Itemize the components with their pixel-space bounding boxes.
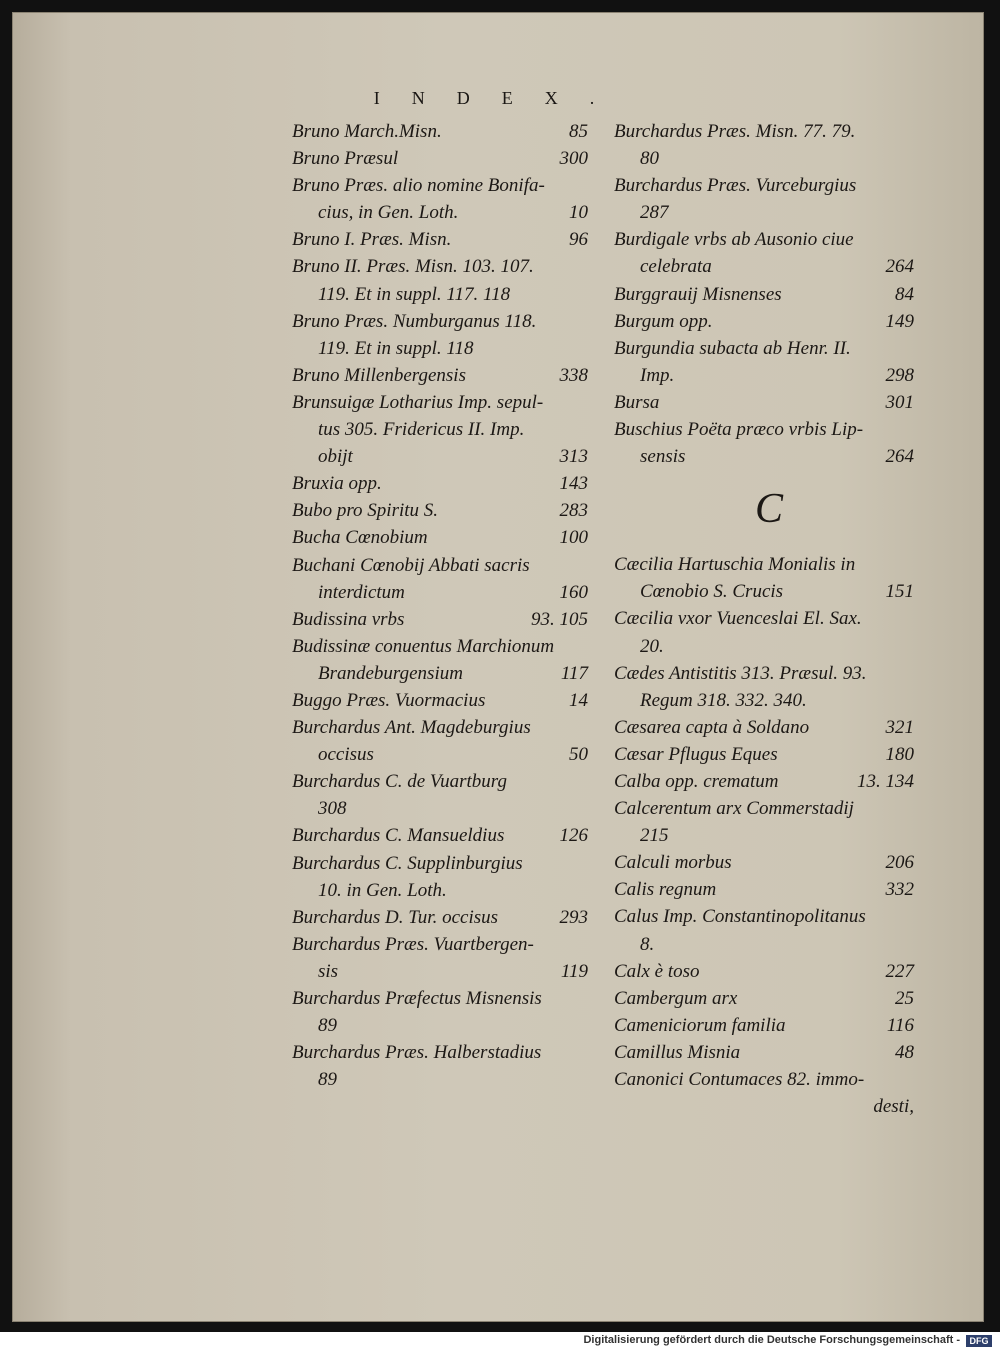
entry-text: Bruno March.Misn. bbox=[292, 121, 442, 142]
entry-text: 119. Et in suppl. 117. 118 bbox=[318, 283, 511, 305]
index-entry bbox=[292, 118, 588, 145]
index-entry bbox=[292, 362, 588, 389]
index-column-right bbox=[614, 118, 914, 1120]
entry-page-ref: 116 bbox=[886, 1014, 914, 1036]
index-entry bbox=[292, 281, 588, 308]
index-entry bbox=[292, 308, 588, 335]
index-entry bbox=[292, 579, 588, 606]
footer-credit: Digitalisierung gefördert durch die Deutsche Forschungsgemeinschaft - bbox=[583, 1334, 960, 1346]
entry-page-ref: 160 bbox=[559, 581, 588, 603]
entry-text: Regum 318. 332. 340. bbox=[640, 689, 807, 711]
entry-text: Burgundia subacta ab Henr. II. bbox=[614, 337, 851, 359]
entry-page-ref: 48 bbox=[895, 1041, 914, 1063]
index-entry bbox=[292, 1039, 588, 1066]
entry-text: Burggrauij Misnenses bbox=[614, 283, 782, 305]
entry-page-ref: 14 bbox=[569, 689, 588, 711]
index-title: INDEX. bbox=[373, 88, 627, 108]
index-entry bbox=[614, 389, 914, 416]
index-entry bbox=[614, 958, 914, 985]
index-entry bbox=[292, 904, 588, 931]
index-entry bbox=[292, 1012, 588, 1039]
entry-page-ref: 85 bbox=[569, 121, 588, 142]
entry-text: Calis regnum bbox=[614, 879, 717, 901]
entry-page-ref: 264 bbox=[885, 256, 914, 278]
index-entry bbox=[614, 903, 914, 930]
entry-page-ref: 298 bbox=[885, 364, 914, 386]
entry-page-ref: 332 bbox=[885, 879, 914, 901]
index-entry bbox=[292, 877, 588, 904]
entry-page-ref: 206 bbox=[885, 852, 914, 874]
entry-text: Burchardus D. Tur. occisus bbox=[292, 906, 499, 928]
entry-page-ref: 293 bbox=[559, 906, 588, 928]
entry-text: interdictum bbox=[318, 581, 405, 603]
index-entry bbox=[292, 416, 588, 443]
index-entry bbox=[614, 931, 914, 958]
entry-text: Brandeburgensium bbox=[318, 662, 463, 684]
index-entry bbox=[292, 741, 588, 768]
index-entry bbox=[292, 850, 588, 877]
entry-text: desti, bbox=[873, 1096, 914, 1118]
index-entry bbox=[614, 1039, 914, 1066]
entry-text: Budissina vrbs bbox=[292, 608, 405, 630]
entry-text: Brunsuigæ Lotharius Imp. sepul- bbox=[292, 391, 544, 413]
entry-page-ref: 10 bbox=[569, 202, 588, 224]
entry-text: Burchardus Præfectus Misnensis bbox=[292, 988, 542, 1009]
index-entry bbox=[292, 389, 588, 416]
entry-text: Buggo Præs. Vuormacius bbox=[292, 689, 486, 711]
index-entry bbox=[614, 199, 914, 226]
index-entry bbox=[614, 253, 914, 280]
index-entry bbox=[292, 1066, 588, 1093]
entry-text: Bruno II. Præs. Misn. 103. 107. bbox=[292, 256, 534, 278]
index-entry bbox=[614, 578, 914, 605]
entry-text: Burgum opp. bbox=[614, 310, 713, 332]
index-entry bbox=[292, 795, 588, 822]
index-entry bbox=[292, 199, 588, 226]
entry-text: Calculi morbus bbox=[614, 852, 732, 874]
entry-text: Bruno Præs. alio nomine Bonifa- bbox=[292, 175, 545, 197]
entry-text: 89 bbox=[318, 1015, 337, 1037]
entry-text: cius, in Gen. Loth. bbox=[318, 202, 459, 224]
entry-page-ref: 180 bbox=[885, 743, 914, 765]
entry-page-ref: 93. 105 bbox=[531, 608, 588, 630]
entry-text: tus 305. Fridericus II. Imp. bbox=[318, 419, 525, 441]
entry-text: Calcerentum arx Commerstadij bbox=[614, 798, 854, 820]
entry-text: Burchardus Ant. Magdeburgius bbox=[292, 717, 531, 739]
dfg-logo: DFG bbox=[966, 1335, 992, 1347]
entry-page-ref: 149 bbox=[885, 310, 914, 332]
entry-text: Cæcilia vxor Vuenceslai El. Sax. bbox=[614, 608, 862, 630]
entry-text: Bucha Cœnobium bbox=[292, 527, 428, 549]
index-entry bbox=[292, 958, 588, 985]
entry-text: Cæcilia Hartuschia Monialis in bbox=[614, 554, 856, 576]
index-entry bbox=[614, 768, 914, 795]
entry-text: 287 bbox=[640, 202, 669, 224]
entry-text: Buchani Cœnobij Abbati sacris bbox=[292, 554, 530, 576]
entry-text: obijt bbox=[318, 446, 353, 468]
entry-text: Cædes Antistitis 313. Præsul. 93. bbox=[614, 662, 867, 684]
entry-text: Imp. bbox=[640, 364, 675, 386]
index-entry bbox=[292, 606, 588, 633]
entry-text: 119. Et in suppl. 118 bbox=[318, 337, 474, 359]
index-entry bbox=[292, 660, 588, 687]
index-entry bbox=[614, 605, 914, 632]
entry-page-ref: 227 bbox=[885, 960, 914, 982]
entry-page-ref: 338 bbox=[559, 364, 588, 386]
footer-bar bbox=[0, 1332, 1000, 1351]
entry-text: Calba opp. crematum bbox=[614, 770, 779, 792]
index-entry bbox=[614, 1012, 914, 1039]
entry-text: Bruno Præs. Numburganus 118. bbox=[292, 310, 537, 332]
index-entry bbox=[614, 1066, 914, 1093]
entry-text: Bruno Millenbergensis bbox=[292, 364, 466, 386]
entry-text: 20. bbox=[640, 635, 664, 657]
entry-text: 8. bbox=[640, 933, 655, 955]
index-entry bbox=[614, 281, 914, 308]
index-entry bbox=[614, 308, 914, 335]
entry-text: Cœnobio S. Crucis bbox=[640, 581, 784, 603]
index-entry bbox=[292, 524, 588, 551]
entry-text: 215 bbox=[640, 825, 669, 847]
entry-text: celebrata bbox=[640, 256, 712, 278]
entry-page-ref: 143 bbox=[559, 473, 588, 495]
entry-text: 80 bbox=[640, 148, 659, 170]
entry-text: Bruno I. Præs. Misn. bbox=[292, 229, 452, 251]
index-entry bbox=[614, 443, 914, 470]
entry-text: Cambergum arx bbox=[614, 987, 738, 1009]
index-entry bbox=[614, 876, 914, 903]
entry-page-ref: 126 bbox=[559, 825, 588, 847]
entry-page-ref: 283 bbox=[559, 500, 588, 522]
index-entry bbox=[292, 145, 588, 172]
entry-text: Burdigale vrbs ab Ausonio ciue bbox=[614, 229, 854, 251]
entry-page-ref: 119 bbox=[560, 960, 588, 982]
entry-text: 89 bbox=[318, 1069, 337, 1091]
index-entry bbox=[292, 335, 588, 362]
entry-text: Budissinæ conuentus Marchionum bbox=[292, 635, 555, 657]
entry-text: 308 bbox=[318, 798, 347, 820]
entry-text: Burchardus Præs. Vuartbergen- bbox=[292, 933, 534, 955]
entry-text: sis bbox=[318, 960, 339, 982]
index-entry bbox=[614, 660, 914, 687]
index-section-c bbox=[614, 551, 914, 1120]
entry-text: Burchardus C. de Vuartburg bbox=[292, 771, 507, 793]
index-entry bbox=[292, 470, 588, 497]
index-entry bbox=[292, 768, 588, 795]
entry-page-ref: 151 bbox=[885, 581, 914, 603]
entry-page-ref: 321 bbox=[885, 716, 914, 738]
index-entry bbox=[292, 226, 588, 253]
entry-text: Camillus Misnia bbox=[614, 1041, 741, 1063]
section-letter-c: C bbox=[754, 486, 783, 533]
index-entry bbox=[292, 497, 588, 524]
entry-text: Buschius Poëta præco vrbis Lip- bbox=[614, 419, 864, 441]
entry-text: Burchardus Præs. Halberstadius bbox=[292, 1042, 542, 1064]
index-entry bbox=[614, 172, 914, 199]
index-section-b-continued bbox=[614, 118, 914, 470]
index-entry bbox=[292, 172, 588, 199]
entry-text: Burchardus Præs. Misn. 77. 79. bbox=[614, 121, 856, 142]
entry-text: Cæsarea capta à Soldano bbox=[614, 716, 810, 738]
entry-page-ref: 117 bbox=[560, 662, 588, 684]
entry-text: 10. in Gen. Loth. bbox=[318, 879, 447, 901]
index-entry bbox=[614, 226, 914, 253]
index-entry bbox=[292, 633, 588, 660]
entry-text: Canonici Contumaces 82. immo- bbox=[614, 1069, 865, 1090]
index-entry bbox=[614, 118, 914, 145]
index-column-left bbox=[292, 118, 588, 1093]
entry-text: Calus Imp. Constantinopolitanus bbox=[614, 906, 866, 928]
entry-text: Burchardus C. Supplinburgius bbox=[292, 852, 523, 874]
entry-page-ref: 13. 134 bbox=[857, 770, 914, 792]
entry-text: Cæsar Pflugus Eques bbox=[614, 743, 778, 765]
index-entry bbox=[614, 416, 914, 443]
index-entry bbox=[614, 849, 914, 876]
index-entry bbox=[292, 253, 588, 280]
entry-page-ref: 301 bbox=[885, 391, 914, 413]
index-entry bbox=[614, 335, 914, 362]
entry-page-ref: 96 bbox=[569, 229, 588, 251]
index-entry bbox=[292, 985, 588, 1012]
entry-page-ref: 313 bbox=[559, 446, 588, 468]
entry-text: Bursa bbox=[614, 391, 660, 413]
index-entry bbox=[292, 552, 588, 579]
index-entry bbox=[614, 985, 914, 1012]
entry-text: sensis bbox=[640, 446, 686, 468]
index-entry bbox=[614, 687, 914, 714]
entry-page-ref: 84 bbox=[895, 283, 914, 305]
index-entry bbox=[614, 633, 914, 660]
entry-text: Bubo pro Spiritu S. bbox=[292, 500, 439, 522]
index-entry bbox=[614, 822, 914, 849]
index-entry bbox=[614, 1093, 914, 1120]
index-entry bbox=[614, 741, 914, 768]
entry-text: Calx è toso bbox=[614, 960, 700, 982]
entry-text: occisus bbox=[318, 744, 374, 766]
index-entry bbox=[292, 931, 588, 958]
index-entry bbox=[292, 822, 588, 849]
index-entry bbox=[614, 145, 914, 172]
entry-text: Burchardus C. Mansueldius bbox=[292, 825, 505, 847]
index-entry bbox=[614, 362, 914, 389]
index-entry bbox=[292, 714, 588, 741]
index-entry bbox=[614, 795, 914, 822]
index-entry bbox=[292, 443, 588, 470]
entry-text: Burchardus Præs. Vurceburgius bbox=[614, 175, 857, 197]
index-entry bbox=[614, 714, 914, 741]
entry-page-ref: 50 bbox=[569, 744, 588, 766]
entry-text: Bruxia opp. bbox=[292, 473, 382, 495]
entry-page-ref: 300 bbox=[559, 148, 588, 170]
entry-page-ref: 264 bbox=[885, 446, 914, 468]
entry-text: Cameniciorum familia bbox=[614, 1014, 786, 1036]
entry-text: Bruno Præsul bbox=[292, 148, 399, 170]
index-entry bbox=[614, 551, 914, 578]
entry-page-ref: 25 bbox=[895, 987, 914, 1009]
index-entry bbox=[292, 687, 588, 714]
entry-page-ref: 100 bbox=[559, 527, 588, 549]
